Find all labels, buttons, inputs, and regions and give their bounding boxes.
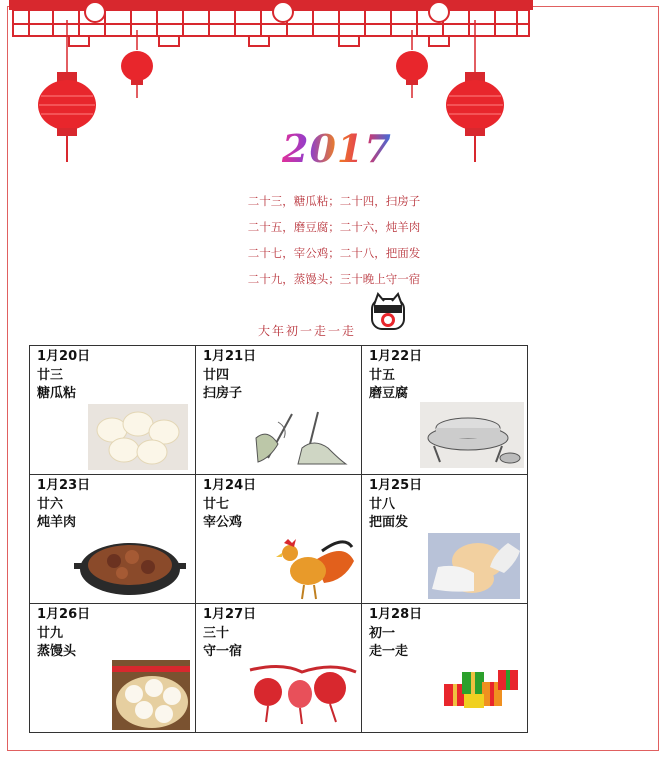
cell-lunar-day: 廿四 [203, 367, 230, 383]
cell-date: 1月24日 [203, 478, 257, 493]
rhyme-line: 二十九，蒸馒头；三十晚上守一宿 [247, 272, 421, 286]
steamed-buns-icon [112, 660, 190, 730]
candy-dumplings-icon [88, 404, 188, 470]
lantern-icon [446, 20, 504, 162]
cell-date: 1月25日 [369, 478, 423, 493]
lantern-knot-icon [242, 660, 360, 728]
cell-date: 1月23日 [37, 478, 91, 493]
cell-lunar-day: 廿五 [369, 367, 396, 383]
millstone-icon [420, 402, 524, 468]
calendar-cell [196, 346, 362, 475]
calendar-cell [30, 475, 196, 604]
rhyme-line: 二十五，磨豆腐；二十六，炖羊肉 [247, 220, 421, 234]
cell-lunar-day: 廿七 [203, 496, 230, 512]
rooster-icon [274, 531, 356, 601]
calendar-cell [196, 604, 362, 733]
cell-lunar-day: 廿三 [37, 367, 64, 383]
lantern-banner [9, 0, 533, 170]
lantern-icon [121, 30, 153, 98]
cell-custom: 守一宿 [203, 644, 243, 659]
cell-custom: 蒸馒头 [37, 644, 77, 659]
cell-custom: 糖瓜粘 [37, 386, 77, 401]
cell-date: 1月21日 [203, 349, 257, 364]
lantern-icon [38, 20, 96, 162]
cell-custom: 炖羊肉 [37, 515, 77, 530]
gift-boxes-icon [442, 664, 522, 712]
dough-hands-icon [428, 533, 520, 599]
rhyme-line: 二十三，糖瓜粘；二十四，扫房子 [247, 194, 421, 208]
cell-custom: 把面发 [369, 515, 409, 530]
cell-custom: 磨豆腐 [369, 386, 409, 401]
cell-lunar-day: 廿六 [37, 496, 64, 512]
cell-lunar-day: 廿九 [37, 625, 64, 641]
calendar-grid [29, 345, 528, 733]
calendar-cell [362, 475, 528, 604]
rhyme-line: 二十七，宰公鸡；二十八，把面发 [247, 246, 421, 260]
new-year-rhyme [200, 192, 468, 296]
calendar-cell [362, 346, 528, 475]
cell-date: 1月28日 [369, 607, 423, 622]
cell-lunar-day: 三十 [203, 625, 230, 641]
cell-date: 1月22日 [369, 349, 423, 364]
broom-icon [248, 408, 352, 468]
cell-lunar-day: 廿八 [369, 496, 396, 512]
cell-custom: 走一走 [369, 644, 409, 659]
calendar-cell [196, 475, 362, 604]
cell-custom: 宰公鸡 [203, 515, 243, 530]
lantern-icon [396, 30, 428, 98]
cell-date: 1月27日 [203, 607, 257, 622]
lucky-cat-icon [368, 291, 408, 333]
cell-custom: 扫房子 [203, 386, 243, 401]
walk-line: 大年初一走一走 [258, 324, 357, 338]
calendar-cell [30, 604, 196, 733]
year-title: 2017 [282, 126, 392, 171]
cell-date: 1月26日 [37, 607, 91, 622]
cell-date: 1月20日 [37, 349, 91, 364]
calendar-cell [362, 604, 528, 733]
stew-pan-icon [74, 531, 186, 599]
calendar-cell [30, 346, 196, 475]
cell-lunar-day: 初一 [369, 625, 396, 641]
